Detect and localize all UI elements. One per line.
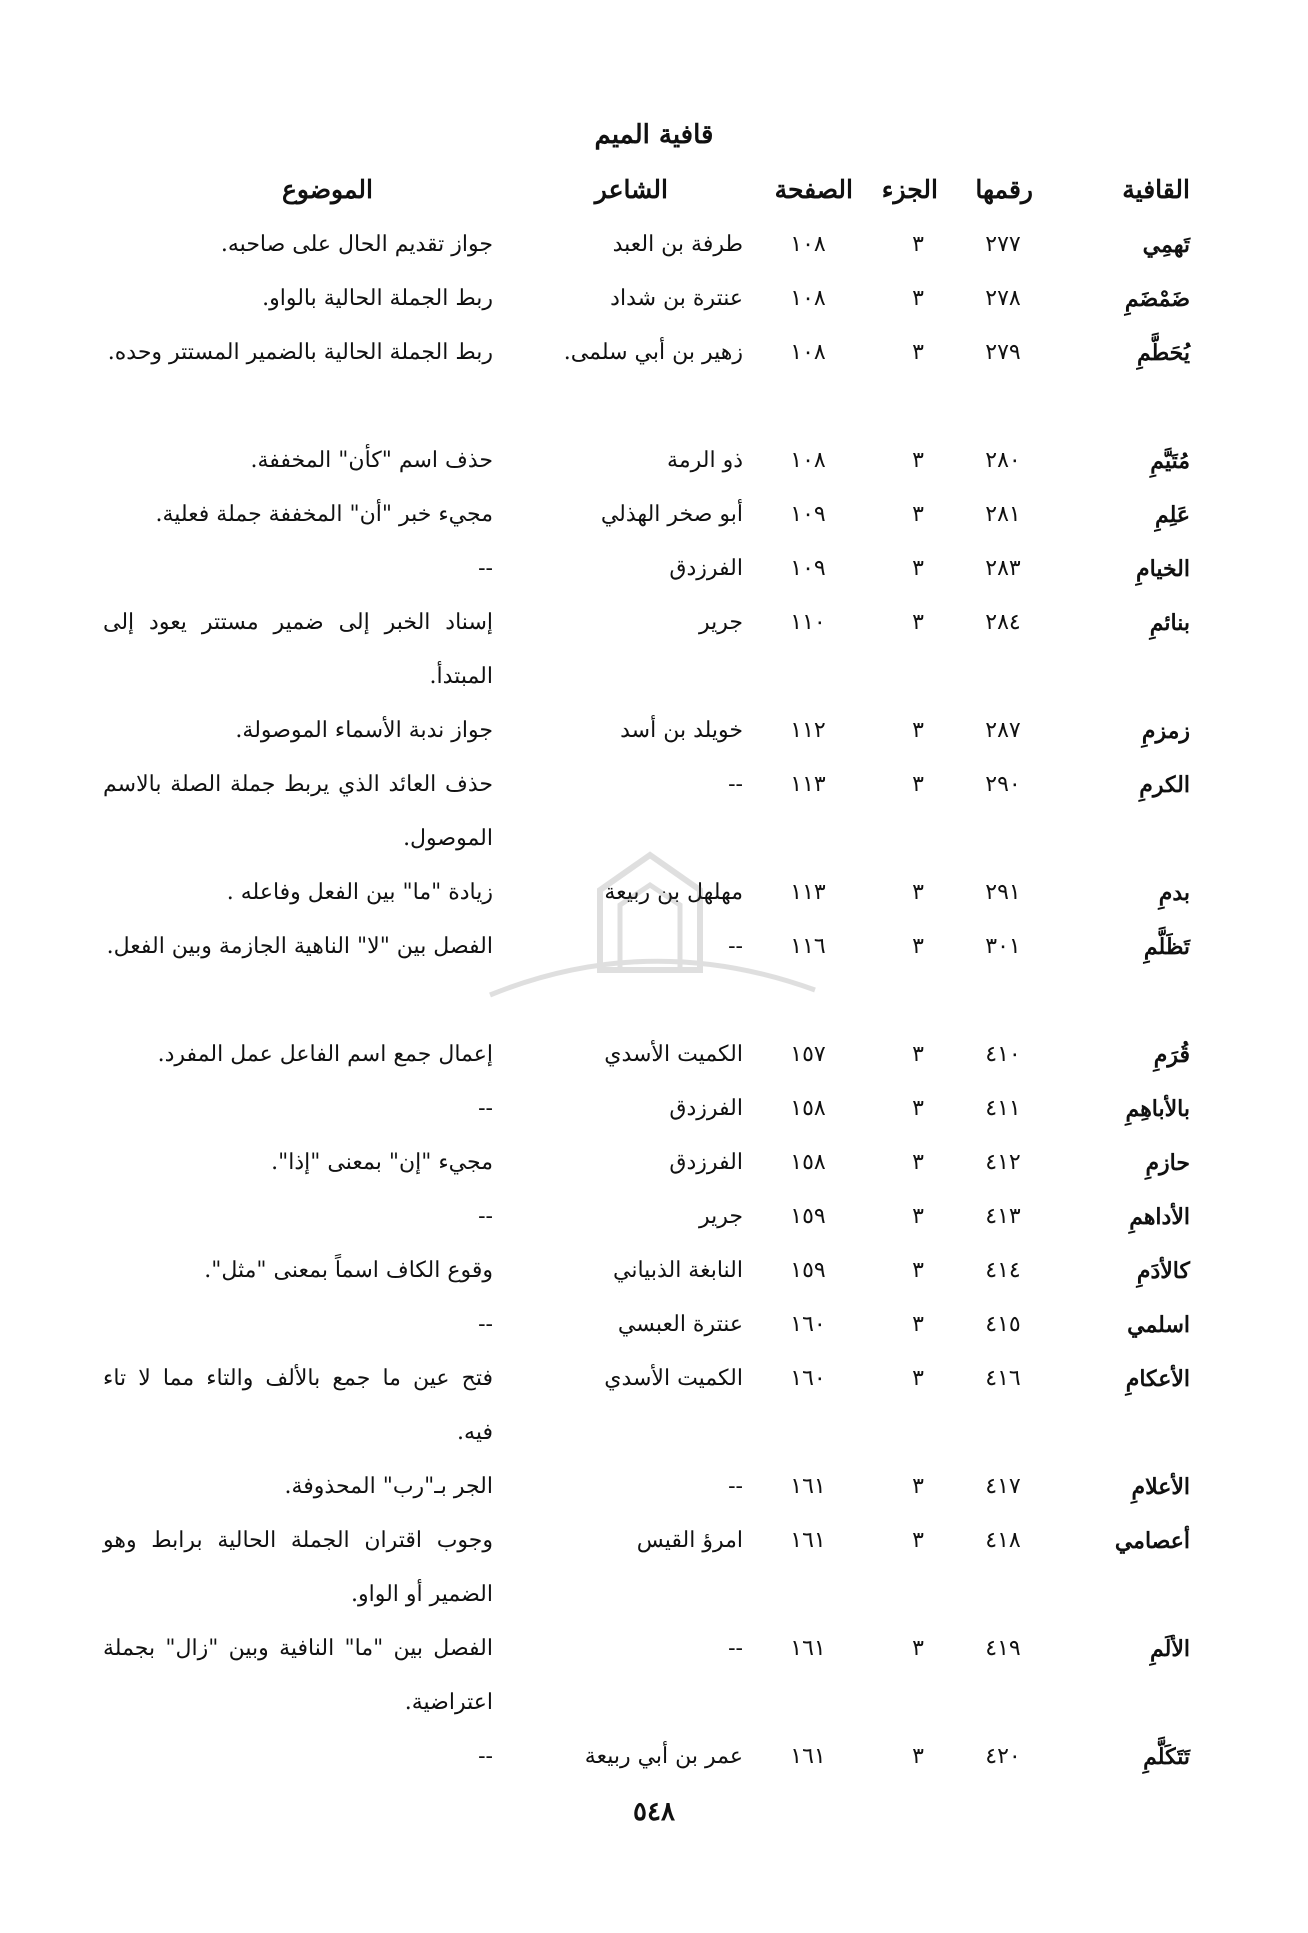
table-row <box>0 272 1308 326</box>
qafiya-cell: الخيامِ <box>1136 556 1190 582</box>
page-cell: ١٠٨ <box>790 340 826 365</box>
poet-cell: ذو الرمة <box>667 448 743 473</box>
poet-cell: -- <box>728 934 743 959</box>
poet-cell: عمر بن أبي ربيعة <box>584 1744 743 1769</box>
topic-cell: -- <box>478 1312 493 1337</box>
volume-cell: ٣ <box>912 1258 924 1283</box>
poet-cell: الفرزدق <box>669 1150 743 1175</box>
page-cell: ١١٠ <box>790 610 826 635</box>
number-cell: ٢٨٧ <box>985 718 1021 743</box>
volume-cell: ٣ <box>912 610 924 635</box>
table-row <box>0 1730 1308 1784</box>
page-cell: ١٥٨ <box>790 1150 826 1175</box>
volume-cell: ٣ <box>912 880 924 905</box>
volume-cell: ٣ <box>912 286 924 311</box>
table-row <box>0 434 1308 488</box>
page-cell: ١٥٧ <box>790 1042 826 1067</box>
number-cell: ٢٩١ <box>985 880 1021 905</box>
poet-cell: جرير <box>699 610 743 635</box>
number-cell: ٤١٥ <box>985 1312 1021 1337</box>
page-cell: ١٦٠ <box>790 1312 826 1337</box>
qafiya-cell: حازمِ <box>1145 1150 1190 1176</box>
table-header <box>0 175 1308 215</box>
header-page: الصفحة <box>774 175 853 204</box>
qafiya-cell: قُرَمِ <box>1153 1042 1190 1068</box>
volume-cell: ٣ <box>912 1312 924 1337</box>
table-row <box>0 1622 1308 1730</box>
number-cell: ٤١٣ <box>985 1204 1021 1229</box>
table-row <box>0 758 1308 866</box>
table-row <box>0 1190 1308 1244</box>
volume-cell: ٣ <box>912 232 924 257</box>
qafiya-cell: ضَمْضَمِ <box>1124 286 1190 312</box>
poet-cell: النابغة الذبياني <box>613 1258 743 1283</box>
number-cell: ٣٠١ <box>985 934 1021 959</box>
volume-cell: ٣ <box>912 772 924 797</box>
qafiya-cell: اسلمي <box>1127 1312 1190 1338</box>
page-cell: ١١٣ <box>790 880 826 905</box>
volume-cell: ٣ <box>912 934 924 959</box>
topic-cell: ربط الجملة الحالية بالضمير المستتر وحده. <box>107 340 493 365</box>
poet-cell: أبو صخر الهذلي <box>600 502 743 527</box>
page-cell: ١٠٩ <box>790 556 826 581</box>
topic-cell: -- <box>478 1204 493 1229</box>
table-row <box>0 866 1308 920</box>
header-juz: الجزء <box>881 175 938 204</box>
volume-cell: ٣ <box>912 448 924 473</box>
page-cell: ١٠٩ <box>790 502 826 527</box>
volume-cell: ٣ <box>912 556 924 581</box>
poet-cell: عنترة العبسي <box>617 1312 743 1337</box>
poet-cell: عنترة بن شداد <box>610 286 743 311</box>
number-cell: ٤١٤ <box>985 1258 1021 1283</box>
qafiya-cell: كالأدَمِ <box>1136 1258 1190 1284</box>
number-cell: ٤٢٠ <box>985 1744 1021 1769</box>
section-title: قافية الميم <box>594 120 714 150</box>
poet-cell: الكميت الأسدي <box>604 1042 743 1067</box>
number-cell: ٢٨١ <box>985 502 1021 527</box>
qafiya-cell: الأعكامِ <box>1125 1366 1190 1392</box>
page-cell: ١٠٨ <box>790 448 826 473</box>
page-cell: ١٦١ <box>790 1744 826 1769</box>
number-cell: ٤١٠ <box>985 1042 1021 1067</box>
topic-cell: وجوب اقتران الجملة الحالية برابط وهو الضمير أو الواو. <box>103 1528 493 1607</box>
topic-cell: -- <box>478 1744 493 1769</box>
qafiya-cell: الألَمِ <box>1149 1636 1190 1662</box>
topic-cell: الفصل بين "ما" النافية وبين "زال" بجملة اعتراضية. <box>103 1636 493 1715</box>
topic-cell: حذف اسم "كأن" المخففة. <box>250 448 493 473</box>
header-poet: الشاعر <box>594 175 668 204</box>
topic-cell: الفصل بين "لا" الناهية الجازمة وبين الفعل. <box>106 934 493 959</box>
number-cell: ٢٨٣ <box>985 556 1021 581</box>
table-body <box>0 218 1308 1784</box>
table-row <box>0 326 1308 434</box>
poet-cell: -- <box>728 1474 743 1499</box>
topic-cell: زيادة "ما" بين الفعل وفاعله . <box>226 880 493 905</box>
poet-cell: -- <box>728 1636 743 1661</box>
number-cell: ٤١٦ <box>985 1366 1021 1391</box>
poet-cell: جرير <box>699 1204 743 1229</box>
volume-cell: ٣ <box>912 718 924 743</box>
qafiya-cell: بدمِ <box>1158 880 1190 906</box>
volume-cell: ٣ <box>912 1366 924 1391</box>
table-row <box>0 1136 1308 1190</box>
topic-cell: -- <box>478 556 493 581</box>
page-cell: ١٦١ <box>790 1528 826 1553</box>
number-cell: ٤١١ <box>985 1096 1021 1121</box>
topic-cell: -- <box>478 1096 493 1121</box>
number-cell: ٤١٧ <box>985 1474 1021 1499</box>
qafiya-cell: الكرمِ <box>1139 772 1190 798</box>
poet-cell: طرفة بن العبد <box>612 232 743 257</box>
number-cell: ٢٧٩ <box>985 340 1021 365</box>
page-cell: ١٠٨ <box>790 232 826 257</box>
table-row <box>0 920 1308 1028</box>
topic-cell: فتح عين ما جمع بالألف والتاء مما لا تاء فيه. <box>103 1366 493 1445</box>
poet-cell: مهلهل بن ربيعة <box>604 880 743 905</box>
table-row <box>0 1028 1308 1082</box>
page-cell: ١٦١ <box>790 1636 826 1661</box>
poet-cell: الكميت الأسدي <box>604 1366 743 1391</box>
page-cell: ١١٣ <box>790 772 826 797</box>
poet-cell: خويلد بن أسد <box>620 718 743 743</box>
topic-cell: إسناد الخبر إلى ضمير مستتر يعود إلى المبتدأ. <box>103 610 493 689</box>
volume-cell: ٣ <box>912 1096 924 1121</box>
volume-cell: ٣ <box>912 1528 924 1553</box>
table-row <box>0 1298 1308 1352</box>
topic-cell: جواز تقديم الحال على صاحبه. <box>220 232 493 257</box>
number-cell: ٢٨٤ <box>985 610 1021 635</box>
qafiya-cell: عَلِمِ <box>1154 502 1190 528</box>
poet-cell: الفرزدق <box>669 1096 743 1121</box>
table-row <box>0 1514 1308 1622</box>
topic-cell: ربط الجملة الحالية بالواو. <box>262 286 493 311</box>
qafiya-cell: يُحَطَّمِ <box>1136 340 1190 366</box>
table-row <box>0 1244 1308 1298</box>
topic-cell: مجيء خبر "أن" المخففة جملة فعلية. <box>155 502 493 527</box>
topic-cell: مجيء "إن" بمعنى "إذا". <box>271 1150 493 1175</box>
qafiya-cell: أعصامي <box>1114 1528 1190 1554</box>
topic-cell: الجر بـ"رب" المحذوفة. <box>284 1474 493 1499</box>
qafiya-cell: بالأباهِمِ <box>1125 1096 1190 1122</box>
volume-cell: ٣ <box>912 1150 924 1175</box>
topic-cell: جواز ندبة الأسماء الموصولة. <box>235 718 493 743</box>
table-row <box>0 596 1308 704</box>
topic-cell: وقوع الكاف اسماً بمعنى "مثل". <box>204 1258 493 1283</box>
number-cell: ٤١٩ <box>985 1636 1021 1661</box>
number-cell: ٤١٢ <box>985 1150 1021 1175</box>
page-number: ٥٤٨ <box>633 1797 675 1827</box>
volume-cell: ٣ <box>912 1042 924 1067</box>
page-cell: ١٦١ <box>790 1474 826 1499</box>
poet-cell: امرؤ القيس <box>636 1528 743 1553</box>
qafiya-cell: مُتَيَّمِ <box>1150 448 1190 474</box>
qafiya-cell: بنائمِ <box>1149 610 1190 636</box>
table-row <box>0 1460 1308 1514</box>
table-row <box>0 1352 1308 1460</box>
volume-cell: ٣ <box>912 340 924 365</box>
page-cell: ١٠٨ <box>790 286 826 311</box>
table-row <box>0 218 1308 272</box>
table-row <box>0 488 1308 542</box>
header-qafiya: القافية <box>1122 175 1190 204</box>
number-cell: ٢٧٧ <box>985 232 1021 257</box>
table-row <box>0 1082 1308 1136</box>
page-cell: ١٦٠ <box>790 1366 826 1391</box>
qafiya-cell: تَظَلَّمِ <box>1143 934 1190 960</box>
volume-cell: ٣ <box>912 502 924 527</box>
qafiya-cell: زمزمِ <box>1141 718 1190 744</box>
qafiya-cell: الأداهمِ <box>1129 1204 1190 1230</box>
topic-cell: حذف العائد الذي يربط جملة الصلة بالاسم الموصول. <box>103 772 493 851</box>
number-cell: ٤١٨ <box>985 1528 1021 1553</box>
poet-cell: الفرزدق <box>669 556 743 581</box>
number-cell: ٢٩٠ <box>985 772 1021 797</box>
volume-cell: ٣ <box>912 1636 924 1661</box>
topic-cell: إعمال جمع اسم الفاعل عمل المفرد. <box>157 1042 493 1067</box>
table-row <box>0 542 1308 596</box>
table-row <box>0 704 1308 758</box>
qafiya-cell: الأعلامِ <box>1131 1474 1190 1500</box>
page-cell: ١٥٩ <box>790 1258 826 1283</box>
page-cell: ١٥٩ <box>790 1204 826 1229</box>
number-cell: ٢٧٨ <box>985 286 1021 311</box>
qafiya-cell: تَتَكَلَّمِ <box>1143 1744 1190 1770</box>
number-cell: ٢٨٠ <box>985 448 1021 473</box>
page-cell: ١١٦ <box>790 934 826 959</box>
volume-cell: ٣ <box>912 1204 924 1229</box>
qafiya-cell: تَهمِي <box>1142 232 1190 258</box>
volume-cell: ٣ <box>912 1744 924 1769</box>
poet-cell: -- <box>728 772 743 797</box>
poet-cell: زهير بن أبي سلمى. <box>563 340 743 365</box>
page-cell: ١٥٨ <box>790 1096 826 1121</box>
page-cell: ١١٢ <box>790 718 826 743</box>
volume-cell: ٣ <box>912 1474 924 1499</box>
header-topic: الموضوع <box>282 175 373 204</box>
header-raqm: رقمها <box>975 175 1033 204</box>
